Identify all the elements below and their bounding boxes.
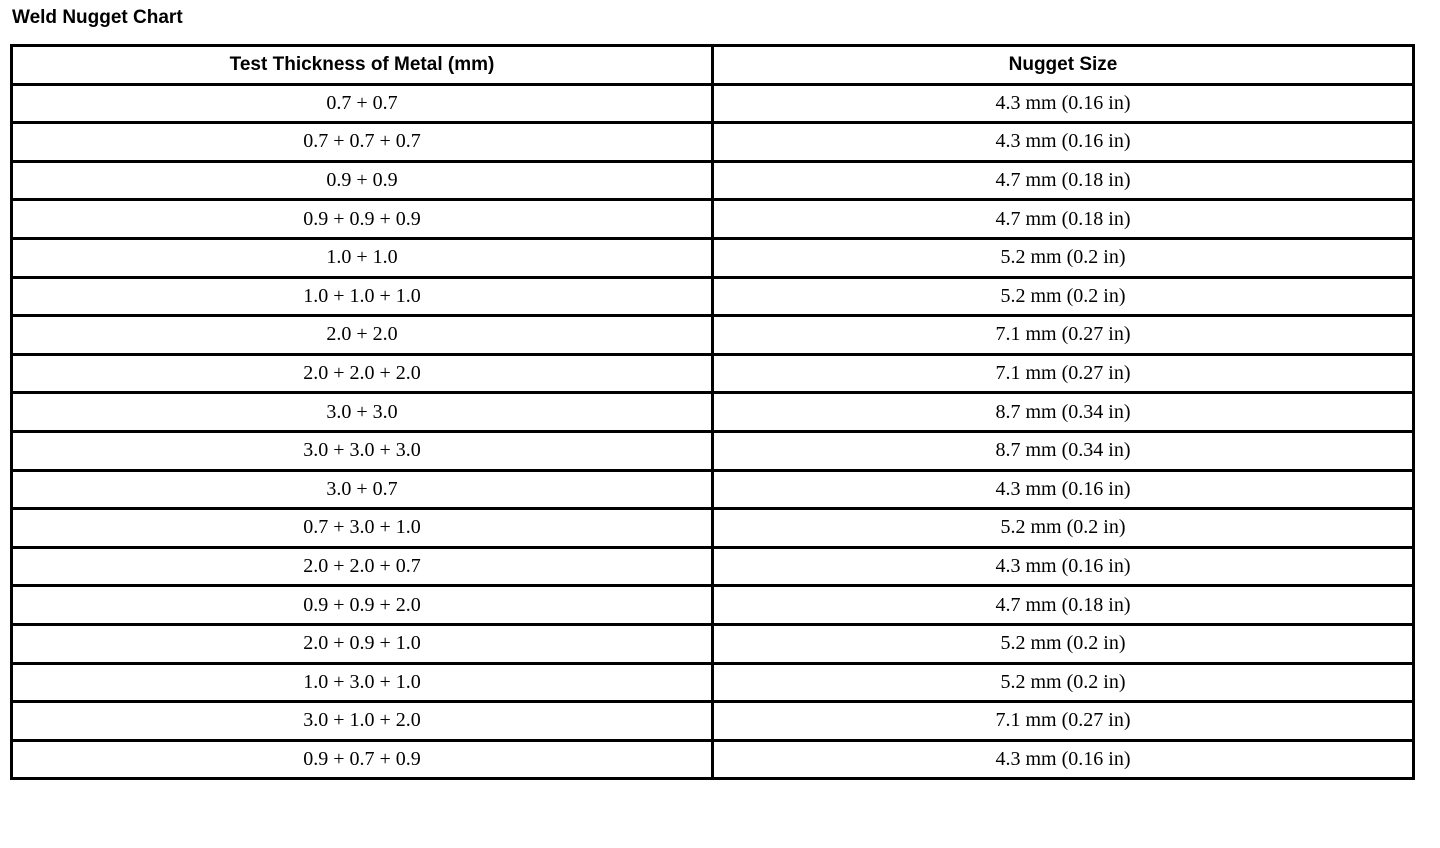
table-row <box>12 624 1414 663</box>
column-header-nugget-size: Nugget Size <box>713 46 1414 85</box>
table-row <box>12 161 1414 200</box>
table-row <box>12 431 1414 470</box>
table-row <box>12 740 1414 779</box>
thickness-cell: 0.9 + 0.9 <box>12 161 713 200</box>
table-row <box>12 586 1414 625</box>
table-row <box>12 663 1414 702</box>
thickness-cell: 0.7 + 0.7 <box>12 84 713 123</box>
page-title: Weld Nugget Chart <box>12 7 183 28</box>
thickness-cell: 2.0 + 2.0 <box>12 316 713 355</box>
nugget-size-cell: 4.7 mm (0.18 in) <box>713 161 1414 200</box>
nugget-size-cell: 7.1 mm (0.27 in) <box>713 702 1414 741</box>
thickness-cell: 2.0 + 2.0 + 0.7 <box>12 547 713 586</box>
nugget-size-cell: 5.2 mm (0.2 in) <box>713 663 1414 702</box>
nugget-size-cell: 8.7 mm (0.34 in) <box>713 431 1414 470</box>
nugget-size-cell: 4.7 mm (0.18 in) <box>713 200 1414 239</box>
table-row <box>12 316 1414 355</box>
thickness-cell: 1.0 + 3.0 + 1.0 <box>12 663 713 702</box>
nugget-size-cell: 5.2 mm (0.2 in) <box>713 238 1414 277</box>
nugget-size-cell: 5.2 mm (0.2 in) <box>713 624 1414 663</box>
nugget-size-cell: 5.2 mm (0.2 in) <box>713 509 1414 548</box>
thickness-cell: 2.0 + 2.0 + 2.0 <box>12 354 713 393</box>
table-body <box>12 84 1414 779</box>
thickness-cell: 3.0 + 3.0 + 3.0 <box>12 431 713 470</box>
table-row <box>12 200 1414 239</box>
thickness-cell: 0.7 + 0.7 + 0.7 <box>12 123 713 162</box>
nugget-size-cell: 5.2 mm (0.2 in) <box>713 277 1414 316</box>
thickness-cell: 1.0 + 1.0 + 1.0 <box>12 277 713 316</box>
thickness-cell: 0.9 + 0.9 + 2.0 <box>12 586 713 625</box>
thickness-cell: 0.9 + 0.9 + 0.9 <box>12 200 713 239</box>
table-row <box>12 238 1414 277</box>
table-row <box>12 509 1414 548</box>
table-row <box>12 354 1414 393</box>
table-row <box>12 547 1414 586</box>
weld-nugget-table <box>10 44 1415 780</box>
nugget-size-cell: 7.1 mm (0.27 in) <box>713 316 1414 355</box>
thickness-cell: 3.0 + 1.0 + 2.0 <box>12 702 713 741</box>
table-row <box>12 277 1414 316</box>
nugget-size-cell: 4.3 mm (0.16 in) <box>713 123 1414 162</box>
nugget-size-cell: 4.3 mm (0.16 in) <box>713 740 1414 779</box>
thickness-cell: 3.0 + 0.7 <box>12 470 713 509</box>
thickness-cell: 1.0 + 1.0 <box>12 238 713 277</box>
nugget-size-cell: 7.1 mm (0.27 in) <box>713 354 1414 393</box>
nugget-size-cell: 4.3 mm (0.16 in) <box>713 470 1414 509</box>
nugget-size-cell: 4.7 mm (0.18 in) <box>713 586 1414 625</box>
nugget-size-cell: 8.7 mm (0.34 in) <box>713 393 1414 432</box>
thickness-cell: 3.0 + 3.0 <box>12 393 713 432</box>
table-header <box>12 46 1414 85</box>
nugget-size-cell: 4.3 mm (0.16 in) <box>713 547 1414 586</box>
thickness-cell: 2.0 + 0.9 + 1.0 <box>12 624 713 663</box>
column-header-thickness: Test Thickness of Metal (mm) <box>12 46 713 85</box>
table-row <box>12 84 1414 123</box>
table-row <box>12 123 1414 162</box>
table-row <box>12 393 1414 432</box>
thickness-cell: 0.7 + 3.0 + 1.0 <box>12 509 713 548</box>
header-row <box>12 46 1414 85</box>
table-row <box>12 702 1414 741</box>
table-row <box>12 470 1414 509</box>
nugget-size-cell: 4.3 mm (0.16 in) <box>713 84 1414 123</box>
thickness-cell: 0.9 + 0.7 + 0.9 <box>12 740 713 779</box>
